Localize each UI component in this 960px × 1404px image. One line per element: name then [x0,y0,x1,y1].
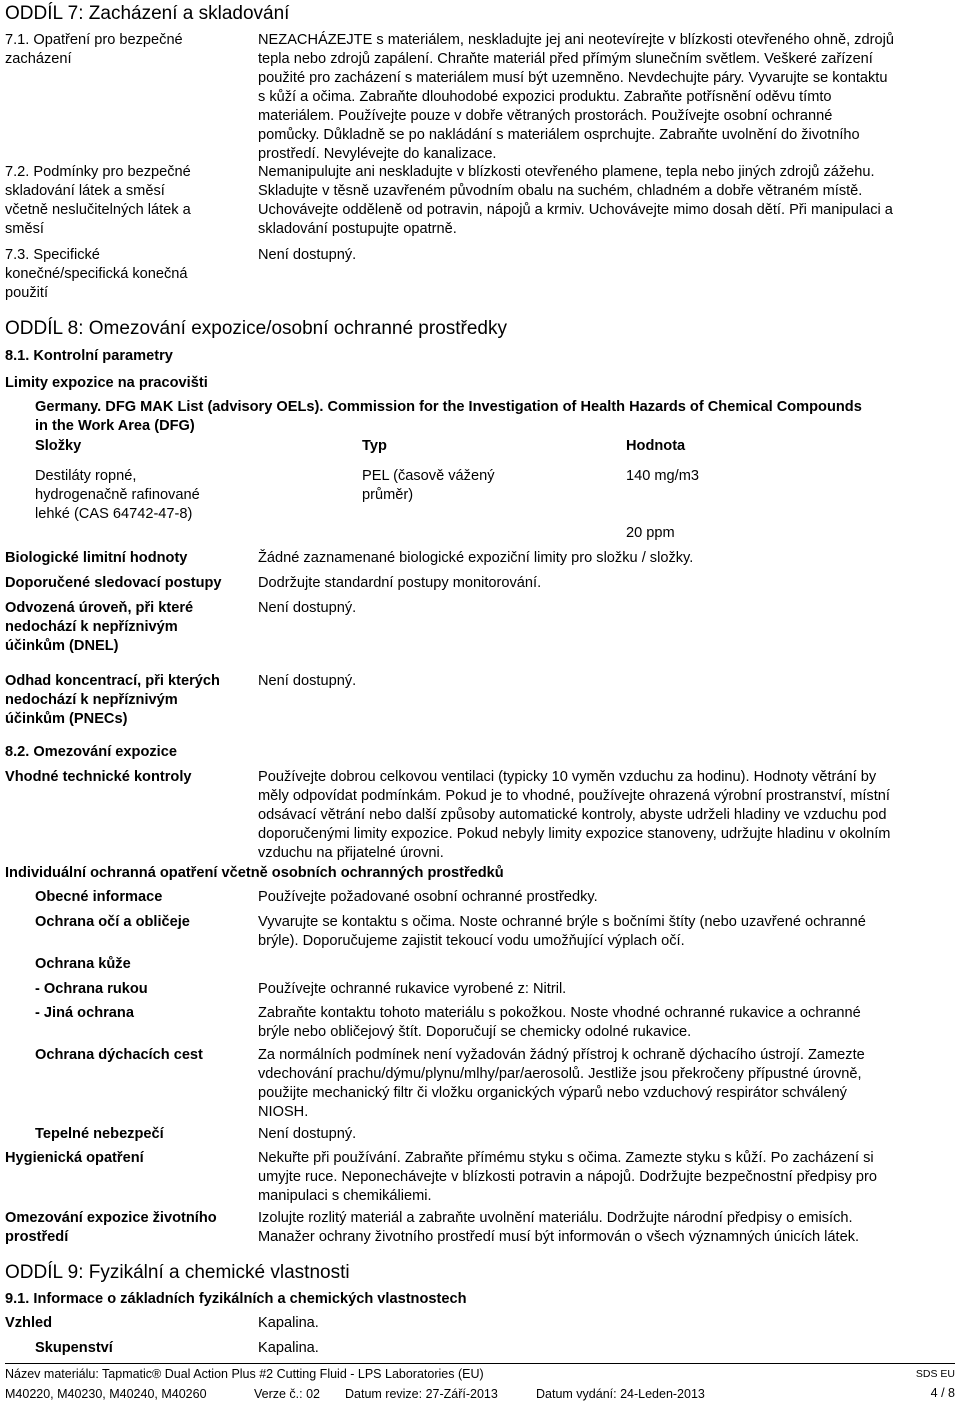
appearance-label: Vzhled [5,1315,53,1331]
other-protection-label: - Jiná ochrana [35,1005,134,1021]
respiratory-protection-text: Za normálních podmínek není vyžadován žádný přístroj k ochraně dýchacího ústrojí. Zamezte vdechování prachu/dýmu/plynu/mlhy/par/aerosolů. Jestliže jsou překročeny přípustné úrovně, použijte mechanický filtr či vložku organických výparů nebo vzduchový respirátor schválený NIOSH. [258,1047,865,1120]
env-exposure-label: Omezování expozice životního prostředí [5,1210,217,1245]
other-protection-text: Zabraňte kontaktu tohoto materiálu s pokožkou. Noste vhodné ochranné rukavice a ochranné brýle nebo obličejový štít. Doporučují se chemicky odolné rukavice. [258,1005,861,1040]
footer-page-number: 4 / 8 [930,1386,955,1400]
dnel-label: Odvozená úroveň, při které nedochází k nepříznivým účinkům (DNEL) [5,600,194,654]
section-9-title: ODDÍL 9: Fyzikální a chemické vlastnosti [5,1262,350,1283]
item-7-1-label: 7.1. Opatření pro bezpečné zacházení [5,32,183,67]
footer-codes: M40220, M40230, M40240, M40260 [5,1387,207,1401]
eye-protection-label: Ochrana očí a obličeje [35,914,190,930]
dnel-text: Není dostupný. [258,600,357,616]
footer-version: Verze č.: 02 [254,1387,321,1401]
pnec-text: Není dostupný. [258,673,357,689]
bio-limits-label: Biologické limitní hodnoty [5,550,188,566]
item-7-3-text: Není dostupný. [258,247,357,263]
env-exposure-text: Izolujte rozlitý materiál a zabraňte uvolnění materiálu. Dodržujte národní předpisy o emisích. Manažer ochrany životního prostředí musí být informován o všech významných únicích látek. [258,1210,860,1245]
footer-revision-date: Datum revize: 27-Září-2013 [345,1387,498,1401]
engineering-controls-text: Používejte dobrou celkovou ventilaci (typicky 10 vyměn vzduchu za hodinu). Hodnoty větrání by měly odpovídat podmínkám. Pokud je to vhodné, používejte ohrazená výrobní prostranství, místní odsávací větrání nebo další způsoby automatické kontroly, abyste udrželi hladiny ve vzduchu pod doporučenými limity expozice. Pokud nebyly limity expozice stanoveny, udržujte hladinu v okolním vzduchu na přijatelné úrovni. [258,769,891,861]
respiratory-protection-label: Ochrana dýchacích cest [35,1047,203,1063]
item-7-1-text: NEZACHÁZEJTE s materiálem, neskladujte jej ani neotevírejte v blízkosti otevřeného ohně, zdrojů tepla nebo zdrojů zapálení. Chraňte materiál před přímým slunečním světlem. Veškeré zařízení použité pro zacházení s materiálem musí být uzemněno. Nevdechujte páry. Vyvarujte se kontaktu s kůží a očima. Zabraňte dlouhodobé expozici produktu. Zabraňte potřísnění oděvu tímto materiálem. Používejte pouze v dobře větraných prostorách. Používejte osobní ochranné pomůcky. Důkladně se po nakládání s materiálem osprchujte. Zabraňte uvolnění do životního prostředí. Nevylévejte do kanalizace. [258,32,894,162]
ppe-title: Individuální ochranná opatření včetně osobních ochranných prostředků [5,865,504,881]
hand-protection-label: - Ochrana rukou [35,981,148,997]
exposure-limits-label: Limity expozice na pracovišti [5,375,208,391]
engineering-controls-label: Vhodné technické kontroly [5,769,192,785]
general-info-label: Obecné informace [35,889,163,905]
thermal-hazards-text: Není dostupný. [258,1126,357,1142]
general-info-text: Používejte požadované osobní ochranné prostředky. [258,889,598,905]
skin-protection-label: Ochrana kůže [35,956,131,972]
item-7-2-label: 7.2. Podmínky pro bezpečné skladování látek a směsí včetně neslučitelných látek a směsí [5,164,191,237]
subsection-8-2-title: 8.2. Omezování expozice [5,744,177,760]
monitoring-label: Doporučené sledovací postupy [5,575,222,591]
hygiene-text: Nekuřte při používání. Zabraňte přímému styku s očima. Zamezte styku s kůží. Po zacházení si umyjte ruce. Neponechávejte v blízkosti potravin a nápojů. Dodržujte bezpečnostní předpisy pro manipulaci s chemikáliemi. [258,1150,877,1204]
table-header-value: Hodnota [626,438,686,454]
limits-source: Germany. DFG MAK List (advisory OELs). Commission for the Investigation of Health Hazards of Chemical Compounds in the Work Area (DFG) [35,399,862,434]
table-cell-component: Destiláty ropné, hydrogenačně rafinované lehké (CAS 64742-47-8) [35,468,200,522]
physical-state-text: Kapalina. [258,1340,319,1356]
table-header-component: Složky [35,438,82,454]
table-cell-value-mg: 140 mg/m3 [626,468,700,484]
hygiene-label: Hygienická opatření [5,1150,144,1166]
footer-material-name: Název materiálu: Tapmatic® Dual Action Plus #2 Cutting Fluid - LPS Laboratories (EU) [5,1367,484,1381]
table-cell-value-ppm: 20 ppm [626,525,675,541]
footer-issue-date: Datum vydání: 24-Leden-2013 [536,1387,705,1401]
item-7-3-label: 7.3. Specifické konečné/specifická konečná použití [5,247,188,301]
subsection-8-1-title: 8.1. Kontrolní parametry [5,348,173,364]
hand-protection-text: Používejte ochranné rukavice vyrobené z: Nitril. [258,981,567,997]
section-7-title: ODDÍL 7: Zacházení a skladování [5,3,290,24]
section-8-title: ODDÍL 8: Omezování expozice/osobní ochranné prostředky [5,318,507,339]
eye-protection-text: Vyvarujte se kontaktu s očima. Noste ochranné brýle s bočními štíty (nebo uzavřené ochranné brýle). Doporučujeme zajistit tekoucí vodu umožňující výplach očí. [258,914,866,949]
subsection-9-1-title: 9.1. Informace o základních fyzikálních a chemických vlastnostech [5,1291,467,1307]
bio-limits-text: Žádné zaznamenané biologické expoziční limity pro složku / složky. [258,550,694,566]
monitoring-text: Dodržujte standardní postupy monitorování. [258,575,542,591]
footer-divider [5,1363,955,1364]
table-cell-type: PEL (časově vážený průměr) [362,468,495,503]
item-7-2-text: Nemanipulujte ani neskladujte v blízkosti otevřeného plamene, tepla nebo jiných zdrojů zážehu. Skladujte v těsně uzavřeném původním obalu na suchém, chladném a dobře větraném místě. Uchovávejte odděleně od potravin, nápojů a krmiv. Uchovávejte mimo dosah dětí. Při manipulaci a skladování postupujte opatrně. [258,164,893,237]
physical-state-label: Skupenství [35,1340,113,1356]
table-header-type: Typ [362,438,387,454]
pnec-label: Odhad koncentrací, při kterých nedochází k nepříznivým účinkům (PNECs) [5,673,220,727]
thermal-hazards-label: Tepelné nebezpečí [35,1126,164,1142]
footer-sds-label: SDS EU [915,1368,955,1380]
appearance-text: Kapalina. [258,1315,319,1331]
